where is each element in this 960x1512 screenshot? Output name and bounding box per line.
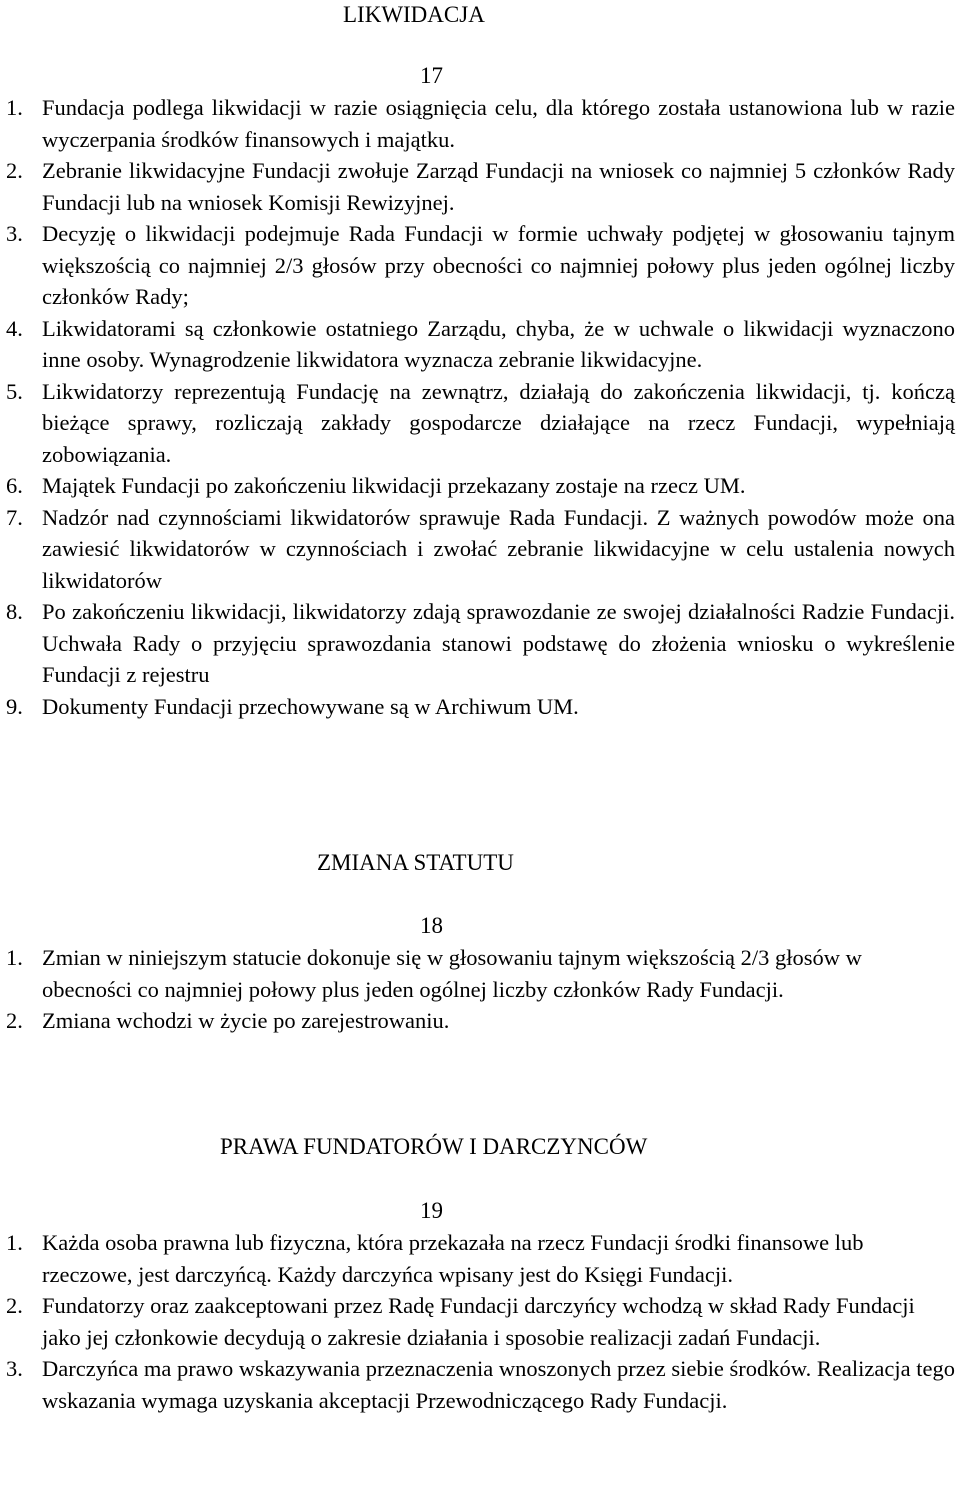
list-item: [0, 218, 960, 313]
item-text: Każda osoba prawna lub fizyczna, która przekazała na rzecz Fundacji środki finansowe lub rzeczowe, jest darczyńcą. Każdy darczyńca wpisany jest do Księgi Fundacji.: [42, 1230, 864, 1287]
item-text: Zmiana wchodzi w życie po zarejestrowaniu.: [42, 1008, 450, 1033]
item-text: Likwidatorami są członkowie ostatniego Zarządu, chyba, że w uchwale o likwidacji wyznaczono inne osoby. Wynagrodzenie likwidatora wyznacza zebranie likwidacyjne.: [42, 315, 955, 372]
item-number: 1.: [6, 945, 23, 970]
list-item: [0, 942, 960, 1005]
item-text: Fundacja podlega likwidacji w razie osiągnięcia celu, dla którego została ustanowiona lub w razie wyczerpania środków finansowych i majątku.: [42, 95, 955, 152]
item-number: 1.: [6, 1230, 23, 1255]
list-item: [0, 1005, 960, 1037]
item-text: Zmian w niniejszym statucie dokonuje się w głosowaniu tajnym większością 2/3 głosów w obecności co najmniej połowy plus jeden ogólnej liczby członków Rady Fundacji.: [42, 945, 862, 1002]
item-number: 3.: [6, 221, 23, 246]
list-item: [0, 92, 960, 155]
list-item: [0, 502, 960, 597]
list-item: [0, 1290, 960, 1353]
item-text: Darczyńca ma prawo wskazywania przeznaczenia wnoszonych przez siebie środków. Realizacja tego wskazania wymaga uzyskania akceptacji Przewodniczącego Rady Fundacji.: [42, 1356, 955, 1413]
item-text: Fundatorzy oraz zaakceptowani przez Radę Fundacji darczyńcy wchodzą w skład Rady Fundacji jako jej członkowie decydują o zakresie działania i sposobie realizacji zadań Fundacji.: [42, 1293, 915, 1350]
list-item: [0, 1353, 960, 1416]
item-number: 2.: [6, 1008, 23, 1033]
likwidacja-list: [0, 92, 960, 722]
item-text: Nadzór nad czynnościami likwidatorów sprawuje Rada Fundacji. Z ważnych powodów może ona zawiesić likwidatorów w czynnościach i zwołać zebranie likwidacyjne w celu ustalenia nowych likwidatorów: [42, 504, 955, 593]
item-number: 8.: [6, 599, 23, 624]
item-number: 4.: [6, 315, 23, 341]
list-item: [0, 596, 960, 691]
item-text: Zebranie likwidacyjne Fundacji zwołuje Zarząd Fundacji na wniosek co najmniej 5 członków Rady Fundacji lub na wniosek Komisji Rewizyjnej.: [42, 158, 955, 215]
list-item: [0, 1227, 960, 1290]
list-item: [0, 313, 960, 376]
item-text: Likwidatorzy reprezentują Fundację na zewnątrz, działają do zakończenia likwidacji, tj. kończą bieżące sprawy, rozliczają zakłady gospodarcze działające na rzecz Fundacji, wypełniają zobowiązania.: [42, 378, 955, 467]
item-number: 5.: [6, 378, 23, 404]
list-item: [0, 470, 960, 502]
item-number: 2.: [6, 158, 23, 183]
list-item: [0, 376, 960, 471]
list-item: [0, 691, 960, 723]
item-text: Po zakończeniu likwidacji, likwidatorzy zdają sprawozdanie ze swojej działalności Radzie Fundacji. Uchwała Rady o przyjęciu sprawozdania stanowi podstawę do złożenia wniosku o wykreślenie Fundacji z rejestru: [42, 599, 955, 687]
item-number: 1.: [6, 95, 23, 120]
item-number: 3.: [6, 1356, 23, 1381]
paragraph-number-19: 19: [420, 1198, 443, 1223]
item-number: 6.: [6, 473, 23, 498]
item-text: Majątek Fundacji po zakończeniu likwidacji przekazany zostaje na rzecz UM.: [42, 473, 746, 498]
prawa-fundatorow-list: [0, 1227, 960, 1416]
zmiana-statutu-list: [0, 942, 960, 1037]
item-number: 9.: [6, 693, 23, 719]
section-title-prawa-fundatorow: PRAWA FUNDATORÓW I DARCZYNCÓW: [220, 1134, 648, 1159]
section-title-zmiana-statutu: ZMIANA STATUTU: [317, 850, 514, 875]
paragraph-number-18: 18: [420, 913, 443, 938]
item-number: 7.: [6, 504, 23, 530]
section-title-likwidacja: LIKWIDACJA: [343, 2, 485, 27]
item-text: Dokumenty Fundacji przechowywane są w Archiwum UM.: [42, 693, 579, 719]
item-number: 2.: [6, 1293, 23, 1318]
paragraph-number-17: 17: [420, 63, 443, 88]
item-text: Decyzję o likwidacji podejmuje Rada Fundacji w formie uchwały podjętej w głosowaniu tajnym większością co najmniej 2/3 głosów przy obecności co najmniej połowy plus jeden ogólnej liczby członków Rady;: [42, 221, 955, 309]
list-item: [0, 155, 960, 218]
